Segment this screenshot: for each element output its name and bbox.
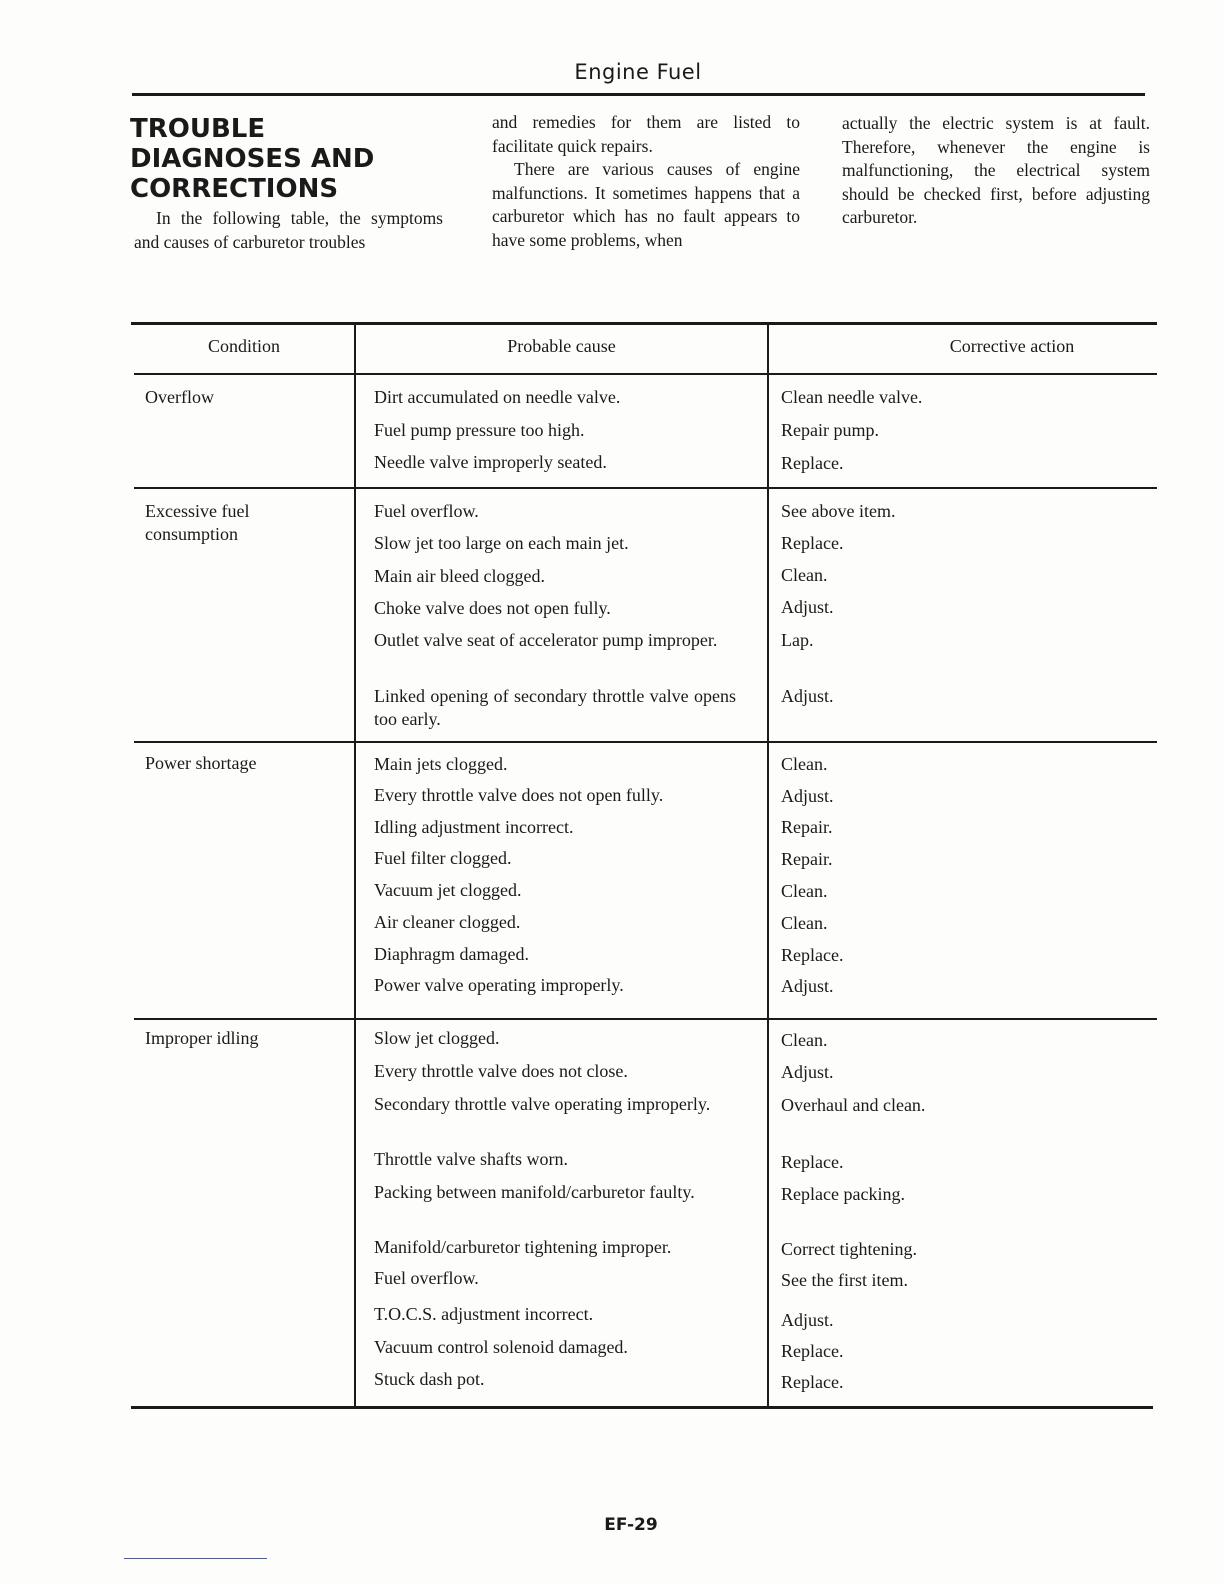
action-cell: Replace packing. [781,1184,905,1204]
intro-column-3 [842,112,1150,230]
action-cell: Clean. [781,913,828,933]
action-cell: Adjust. [781,976,834,996]
trouble-diagnosis-table [131,322,1157,1409]
intro-paragraph: In the following table, the symptoms and causes of carburetor troubles [134,208,443,252]
action-cell: Repair pump. [781,420,879,440]
action-cell: Adjust. [781,786,834,806]
scan-edge-mark [124,1558,267,1559]
action-cell: Replace. [781,453,844,473]
cause-cell: Stuck dash pot. [374,1369,485,1389]
cause-cell: Fuel pump pressure too high. [374,420,585,440]
action-cell: Adjust. [781,1310,834,1330]
column-divider [354,322,356,1407]
action-cell: Clean needle valve. [781,387,923,407]
action-cell: Replace. [781,945,844,965]
action-cell: Correct tightening. [781,1239,917,1259]
cause-cell: Fuel overflow. [374,501,479,521]
cause-cell: T.O.C.S. adjustment incorrect. [374,1304,594,1324]
cause-cell: Vacuum control solenoid damaged. [374,1337,628,1357]
page-number: EF-29 [604,1515,658,1535]
cause-cell: Main jets clogged. [374,754,508,774]
action-cell: Clean. [781,881,828,901]
cause-cell: Slow jet too large on each main jet. [374,533,629,553]
intro-paragraph: actually the electric system is at fault. Therefore, whenever the engine is malfunctioning, the electrical system should be checked first, before adjusting carburetor. [842,113,1150,227]
group-divider [134,1018,1157,1020]
action-cell: Adjust. [781,686,834,706]
cause-cell: Power valve operating improperly. [374,975,624,995]
cause-cell: Idling adjustment incorrect. [374,817,574,837]
action-cell: Adjust. [781,597,834,617]
group-divider [134,741,1157,743]
cause-cell: Throttle valve shafts worn. [374,1149,568,1169]
action-cell: Repair. [781,849,833,869]
cause-cell: Diaphragm damaged. [374,944,529,964]
action-cell: Replace. [781,1152,844,1172]
header-corrective-action: Corrective action [949,336,1075,356]
action-cell: Replace. [781,533,844,553]
table-bottom-rule [131,1406,1153,1409]
intro-paragraph: There are various causes of engine malfunctions. It sometimes happens that a carburetor which has no fault appears to have some problems, when [492,159,800,250]
cause-cell: Main air bleed clogged. [374,566,545,586]
cause-cell: Secondary throttle valve operating improperly. [374,1094,711,1114]
action-cell: Replace. [781,1372,844,1392]
action-cell: See the first item. [781,1270,908,1290]
condition-excessive-fuel-consumption: Excessive fuel consumption [145,501,250,544]
cause-cell: Fuel filter clogged. [374,848,512,868]
cause-cell: Every throttle valve does not close. [374,1061,628,1081]
header-rule [132,93,1145,96]
cause-cell: Vacuum jet clogged. [374,880,522,900]
cause-cell: Linked opening of secondary throttle valve opens too early. [374,686,736,729]
condition-power-shortage: Power shortage [145,753,257,773]
group-divider [134,487,1157,489]
cause-cell: Needle valve improperly seated. [374,452,607,472]
cause-cell: Dirt accumulated on needle valve. [374,387,621,407]
action-cell: See above item. [781,501,896,521]
cause-cell: Slow jet clogged. [374,1028,500,1048]
section-heading: TROUBLE DIAGNOSES AND CORRECTIONS [130,114,375,204]
action-cell: Replace. [781,1341,844,1361]
cause-cell: Outlet valve seat of accelerator pump improper. [374,630,718,650]
cause-cell: Choke valve does not open fully. [374,598,611,618]
action-cell: Repair. [781,817,833,837]
cause-cell: Fuel overflow. [374,1268,479,1288]
intro-column-1 [134,207,443,254]
cause-cell: Packing between manifold/carburetor faulty. [374,1182,695,1202]
cause-cell: Manifold/carburetor tightening improper. [374,1237,672,1257]
cause-cell: Every throttle valve does not open fully. [374,785,664,805]
action-cell: Clean. [781,565,828,585]
action-cell: Adjust. [781,1062,834,1082]
action-cell: Lap. [781,630,814,650]
table-top-rule [131,322,1157,325]
column-divider [767,322,769,1407]
header-bottom-rule [134,373,1157,375]
action-cell: Overhaul and clean. [781,1095,926,1115]
intro-column-2 [492,111,800,252]
action-cell: Clean. [781,754,828,774]
page-header-title: Engine Fuel [574,60,702,84]
condition-improper-idling: Improper idling [145,1028,259,1048]
cause-cell: Air cleaner clogged. [374,912,521,932]
condition-overflow: Overflow [145,387,214,407]
intro-paragraph: and remedies for them are listed to facilitate quick repairs. [492,112,800,156]
header-condition: Condition [207,336,280,356]
header-probable-cause: Probable cause [507,336,616,356]
action-cell: Clean. [781,1030,828,1050]
